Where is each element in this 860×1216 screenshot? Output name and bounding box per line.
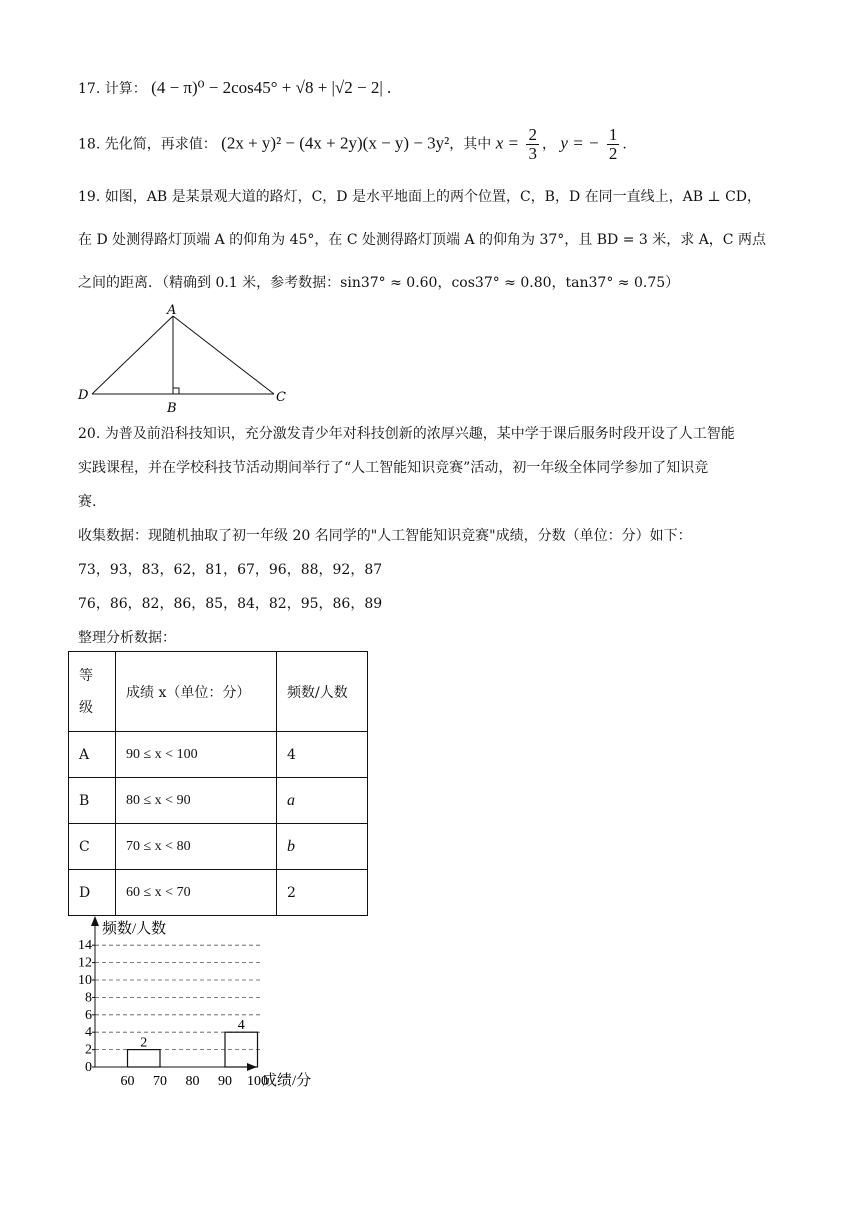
q18 xyxy=(78,126,627,163)
q19-text-1: 如图，AB 是某景观大道的路灯，C，D 是水平地面上的两个位置，C，B，D 在同一直线上，AB ⊥ CD， xyxy=(104,189,762,205)
q18-y-label: y = − xyxy=(560,133,600,153)
header-count: 频数/人数 xyxy=(277,652,368,732)
q18-x-numerator: 2 xyxy=(528,125,537,144)
cell-count: 2 xyxy=(277,870,368,916)
y-tick-label: 2 xyxy=(85,1042,92,1058)
q18-separator: ， xyxy=(541,136,556,153)
grade-table xyxy=(68,651,368,916)
q17-expression: (4 − π)⁰ − 2cos45° + √8 + |√2 − 2| . xyxy=(151,78,392,97)
right-angle-mark xyxy=(173,388,179,394)
q18-number: 18. xyxy=(78,136,101,153)
bar-data-label: 2 xyxy=(140,1035,148,1051)
q20-text-1: 为普及前沿科技知识，充分激发青少年对科技创新的浓厚兴趣，某中学于课后服务时段开设了人工智能 xyxy=(104,426,735,442)
q19-line1 xyxy=(78,186,761,206)
cell-grade: D xyxy=(69,870,116,916)
q19-text-2: 在 D 处测得路灯顶端 A 的仰角为 45°，在 C 处测得路灯顶端 A 的仰角为 37°，且 BD = 3 米，求 A，C 两点 xyxy=(78,232,766,248)
cell-range: 70 ≤ x < 80 xyxy=(116,824,277,870)
y-tick-label: 14 xyxy=(78,938,92,954)
q20-text-2: 实践课程，并在学校科技节活动期间举行了“人工智能知识竞赛”活动，初一年级全体同学参加了知识竞 xyxy=(78,460,709,476)
q20-collect: 收集数据：现随机抽取了初一年级 20 名同学的"人工智能知识竞赛"成绩，分数（单位：分）如下： xyxy=(78,528,692,544)
cell-range: 90 ≤ x < 100 xyxy=(116,732,277,778)
y-tick-label: 8 xyxy=(85,990,92,1006)
cell-grade: C xyxy=(69,824,116,870)
table-row xyxy=(69,778,368,824)
cell-grade: B xyxy=(69,778,116,824)
x-axis-arrow xyxy=(247,1063,257,1071)
header-score: 成绩 x（单位：分） xyxy=(116,652,277,732)
x-tick-label: 80 xyxy=(185,1074,200,1089)
label-d: D xyxy=(78,388,89,403)
q17 xyxy=(78,78,391,98)
cell-count: a xyxy=(277,778,368,824)
table-row xyxy=(69,732,368,778)
q20-number: 20. xyxy=(78,426,101,442)
q18-y-denominator: 2 xyxy=(608,143,618,163)
q19-text-3: 之间的距离．（精确到 0.1 米，参考数据：sin37° ≈ 0.60，cos37° ≈ 0.80，tan37° ≈ 0.75） xyxy=(78,275,680,291)
label-a: A xyxy=(167,303,177,318)
q18-y-numerator: 1 xyxy=(608,125,618,144)
table-row xyxy=(69,870,368,916)
q18-x-label: x = xyxy=(495,133,520,153)
header-grade: 等 级 xyxy=(69,652,116,732)
q20-scores-row-1: 73，93，83，62，81，67，96，88，92，87 xyxy=(78,562,383,578)
y-tick-label: 6 xyxy=(85,1007,92,1023)
q20-organize: 整理分析数据： xyxy=(78,630,176,646)
label-c: C xyxy=(276,390,286,405)
q20-text-3: 赛. xyxy=(78,494,97,510)
q18-end: . xyxy=(622,136,627,153)
q20-scores-row-2: 76，86，82，86，85，84，82，95，86，89 xyxy=(78,596,383,612)
x-tick-label: 90 xyxy=(218,1074,232,1089)
q18-x-denominator: 3 xyxy=(528,143,537,163)
y-tick-label: 4 xyxy=(85,1025,92,1041)
cell-grade: A xyxy=(69,732,116,778)
q18-x-fraction xyxy=(526,126,539,163)
y-tick-label: 12 xyxy=(78,955,92,971)
y-axis-label: 频数/人数 xyxy=(102,921,167,937)
label-b: B xyxy=(167,401,177,416)
table-row xyxy=(69,824,368,870)
histogram-bar xyxy=(128,1050,161,1067)
q18-condition: ，其中 xyxy=(449,136,492,153)
x-tick-label: 60 xyxy=(120,1074,135,1089)
x-tick-label: 70 xyxy=(153,1074,167,1089)
q19-number: 19. xyxy=(78,189,101,205)
cell-range: 60 ≤ x < 70 xyxy=(116,870,277,916)
cell-range: 80 ≤ x < 90 xyxy=(116,778,277,824)
bar-data-label: 4 xyxy=(237,1018,245,1034)
q20-line1 xyxy=(78,423,735,443)
q17-label: 计算： xyxy=(104,81,147,97)
y-axis-arrow xyxy=(91,916,99,926)
q18-label: 先化简，再求值： xyxy=(104,136,217,153)
table-header-row xyxy=(69,652,368,732)
y-tick-label: 10 xyxy=(78,973,92,988)
y-tick-label: 0 xyxy=(85,1060,92,1075)
x-axis-label: 成绩/分 xyxy=(262,1073,312,1089)
x-tick-label: 100 xyxy=(247,1074,268,1089)
cell-count: 4 xyxy=(277,732,368,778)
segment-ac xyxy=(173,316,274,394)
q18-expression: (2x + y)² − (4x + 2y)(x − y) − 3y² xyxy=(221,133,450,153)
frequency-histogram xyxy=(60,912,350,1092)
q17-number: 17. xyxy=(78,81,101,97)
q18-y-fraction xyxy=(607,126,620,163)
q19-triangle-figure xyxy=(74,300,304,418)
cell-count: b xyxy=(277,824,368,870)
segment-da xyxy=(92,316,173,394)
